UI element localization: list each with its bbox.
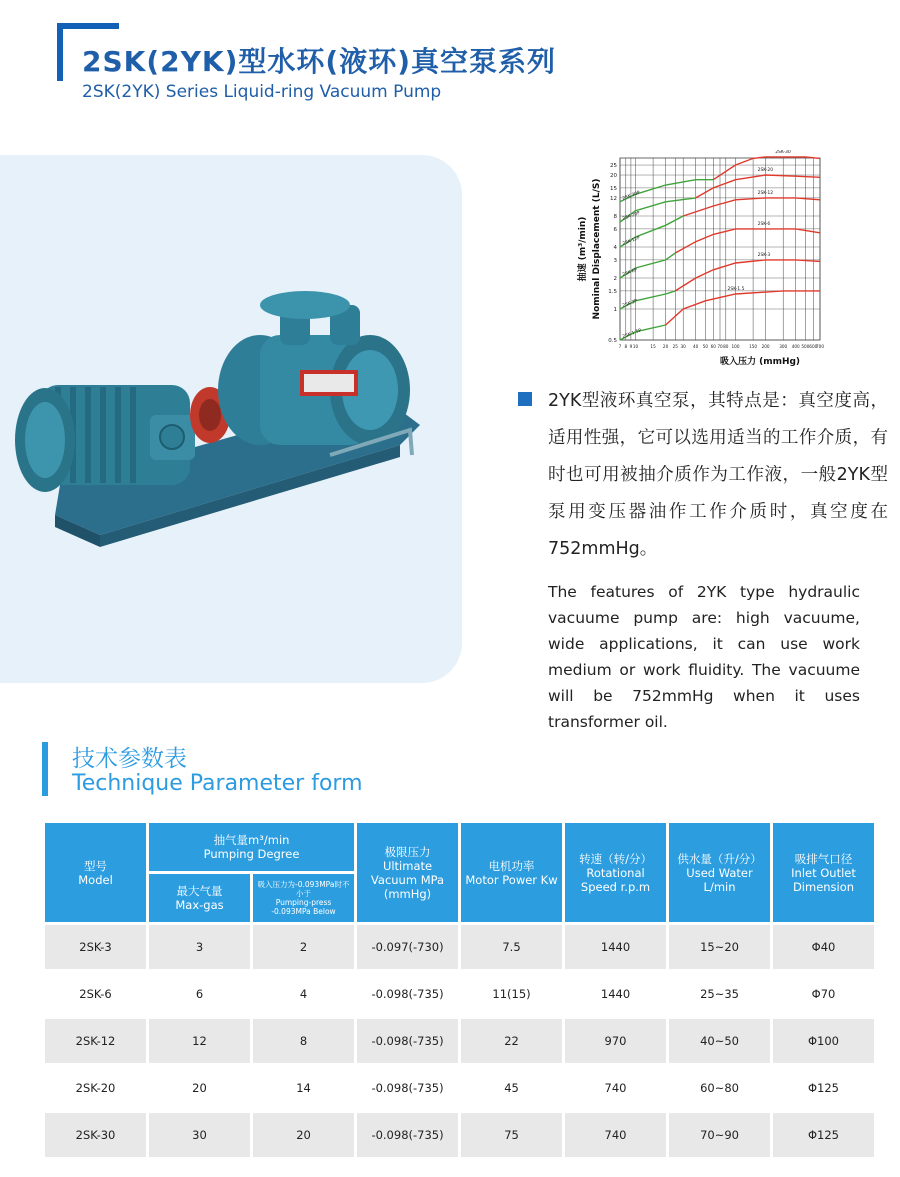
cell-motor: 45 [461, 1066, 562, 1110]
cell-vacuum: -0.098(-735) [357, 972, 458, 1016]
th-speed [565, 823, 666, 922]
th-model-zh: 型号 [84, 858, 107, 873]
x-tick-label: 20 [662, 344, 669, 349]
series-label: 2SK-20P [621, 210, 641, 222]
x-tick-label: 200 [761, 344, 770, 349]
table-row [45, 1066, 874, 1110]
cell-model: 2SK-6 [45, 972, 146, 1016]
cell-press: 2 [253, 925, 354, 969]
y-tick-label: 0.5 [608, 338, 617, 344]
th-water-zh: 供水量（升/分） [677, 851, 762, 866]
y-tick-label: 6 [613, 226, 617, 233]
th-motor-en: Motor Power Kw [465, 872, 558, 887]
cell-water: 25~35 [669, 972, 770, 1016]
th-press-en: Pumping-press -0.093MPa Below [271, 898, 336, 916]
series-label: 2SK-30 [775, 150, 791, 155]
x-tick-label: 700 [816, 344, 824, 349]
cell-inlet: Φ70 [773, 972, 874, 1016]
cell-model: 2SK-3 [45, 925, 146, 969]
y-axis-label-zh: 抽速 (m³/min) [578, 216, 588, 282]
cell-inlet: Φ40 [773, 925, 874, 969]
x-tick-label: 50 [702, 344, 709, 349]
th-inlet-zh: 吸排气口径 [794, 851, 853, 866]
cell-water: 60~80 [669, 1066, 770, 1110]
cell-vacuum: -0.098(-735) [357, 1066, 458, 1110]
y-tick-label: 4 [613, 245, 617, 252]
th-vacuum-zh: 极限压力 [384, 844, 431, 859]
product-photo-panel [0, 155, 462, 683]
feature-bullet-square [518, 392, 532, 406]
th-model-en: Model [78, 872, 113, 887]
x-tick-label: 10 [632, 344, 639, 349]
cell-model: 2SK-12 [45, 1019, 146, 1063]
y-tick-label: 12 [610, 195, 617, 202]
vacuum-pump-illustration [0, 155, 462, 683]
series-label: 2SK-1.5 [727, 286, 745, 292]
performance-chart [565, 150, 860, 370]
series-label: 2SK-6P [621, 267, 639, 278]
series-label: 2SK-12P [621, 235, 641, 247]
cell-motor: 11(15) [461, 972, 562, 1016]
x-tick-label: 40 [693, 344, 699, 349]
cell-water: 40~50 [669, 1019, 770, 1063]
cell-speed: 740 [565, 1066, 666, 1110]
x-tick-label: 80 [723, 344, 729, 349]
page-title-zh: 2SK(2YK)型水环(液环)真空泵系列 [82, 45, 556, 78]
y-tick-label: 2 [613, 276, 617, 283]
x-axis-label: 吸入压力 (mmHg) [719, 357, 801, 367]
cell-speed: 1440 [565, 925, 666, 969]
series-label: 2SK-12 [757, 190, 774, 196]
cell-press: 20 [253, 1113, 354, 1157]
page-title-en: 2SK(2YK) Series Liquid-ring Vacuum Pump [82, 82, 442, 102]
cell-press: 8 [253, 1019, 354, 1063]
cell-speed: 740 [565, 1113, 666, 1157]
series-label: 2SK-3P [621, 298, 639, 309]
th-vacuum [357, 823, 458, 922]
y-tick-label: 1.5 [608, 288, 617, 295]
section-title-en: Technique Parameter form [72, 771, 363, 796]
x-tick-label: 70 [717, 344, 723, 349]
x-tick-label: 8 [624, 344, 628, 349]
th-press [253, 874, 354, 922]
y-tick-label: 1 [613, 307, 617, 314]
cell-model: 2SK-20 [45, 1066, 146, 1110]
th-motor [461, 823, 562, 922]
cell-water: 70~90 [669, 1113, 770, 1157]
cell-water: 15~20 [669, 925, 770, 969]
y-tick-label: 15 [610, 185, 617, 192]
series-label: 2SK-1.5P [621, 328, 643, 340]
th-pumping-zh: 抽气量m³/min [213, 833, 290, 847]
x-tick-label: 400 [791, 344, 800, 349]
table-row [45, 925, 874, 969]
x-tick-label: 100 [731, 344, 740, 349]
cell-inlet: Φ125 [773, 1113, 874, 1157]
y-tick-label: 20 [610, 173, 617, 180]
cell-maxgas: 12 [149, 1019, 250, 1063]
cell-vacuum: -0.098(-735) [357, 1019, 458, 1063]
cell-model: 2SK-30 [45, 1113, 146, 1157]
cell-inlet: Φ100 [773, 1019, 874, 1063]
th-model [45, 823, 146, 922]
th-motor-zh: 电机功率 [488, 858, 535, 873]
cell-press: 14 [253, 1066, 354, 1110]
cell-maxgas: 20 [149, 1066, 250, 1110]
y-tick-label: 25 [610, 163, 617, 170]
th-maxgas-zh: 最大气量 [176, 884, 223, 898]
th-pumping [149, 823, 354, 871]
x-tick-label: 7 [618, 344, 622, 349]
section-accent-bar [42, 742, 48, 796]
th-pumping-en: Pumping Degree [203, 847, 300, 861]
x-tick-label: 600 [809, 344, 818, 349]
x-tick-label: 60 [710, 344, 716, 349]
th-vacuum-en: Ultimate Vacuum MPa (mmHg) [370, 858, 445, 901]
cell-speed: 970 [565, 1019, 666, 1063]
cell-press: 4 [253, 972, 354, 1016]
x-tick-label: 30 [680, 344, 686, 349]
cell-inlet: Φ125 [773, 1066, 874, 1110]
y-tick-label: 3 [613, 257, 617, 264]
th-maxgas [149, 874, 250, 922]
cell-maxgas: 6 [149, 972, 250, 1016]
cell-motor: 7.5 [461, 925, 562, 969]
y-tick-label: 8 [613, 214, 617, 221]
th-speed-en: Rotational Speed r.p.m [580, 865, 651, 894]
table-row [45, 1019, 874, 1063]
cell-vacuum: -0.098(-735) [357, 1113, 458, 1157]
th-water-en: Used Water L/min [686, 865, 753, 894]
cell-maxgas: 3 [149, 925, 250, 969]
performance-chart-svg [565, 150, 860, 370]
cell-speed: 1440 [565, 972, 666, 1016]
th-water [669, 823, 770, 922]
th-inlet [773, 823, 874, 922]
cell-vacuum: -0.097(-730) [357, 925, 458, 969]
series-label: 2SK-30P [621, 190, 641, 202]
series-label: 2SK-3 [757, 252, 771, 258]
feature-text-zh: 2YK型液环真空泵，其特点是：真空度高，适用性强，它可以选用适当的工作介质，有时也可用被抽介质作为工作液，一般2YK型泵用变压器油作工作介质时，真空度在752mmHg。 [548, 391, 888, 559]
cell-motor: 22 [461, 1019, 562, 1063]
table-row [45, 972, 874, 1016]
cell-motor: 75 [461, 1113, 562, 1157]
section-title-zh: 技术参数表 [72, 746, 187, 772]
x-tick-label: 150 [749, 344, 758, 349]
cell-maxgas: 30 [149, 1113, 250, 1157]
series-label: 2SK-6 [757, 221, 771, 227]
th-maxgas-en: Max-gas [175, 898, 224, 912]
series-label: 2SK-20 [757, 168, 774, 174]
parameter-table [42, 820, 877, 1160]
x-tick-label: 15 [650, 344, 656, 349]
x-tick-label: 500 [801, 344, 810, 349]
feature-text-en: The features of 2YK type hydraulic vacuume pump are: high vacuume, wide applications, it can use work medium or work fluidity. The vacuume will be 752mmHg when it uses transformer oil. [548, 583, 860, 731]
th-press-zh: 吸入压力为-0.093MPa时不小于 [257, 880, 350, 898]
x-tick-label: 25 [672, 344, 678, 349]
th-inlet-en: Inlet Outlet Dimension [791, 865, 856, 894]
x-tick-label: 300 [779, 344, 788, 349]
th-speed-zh: 转速（转/分） [579, 851, 652, 866]
table-row [45, 1113, 874, 1157]
x-tick-label: 9 [629, 344, 633, 349]
y-axis-label-en: Nominal Displacement (L/S) [592, 178, 602, 320]
